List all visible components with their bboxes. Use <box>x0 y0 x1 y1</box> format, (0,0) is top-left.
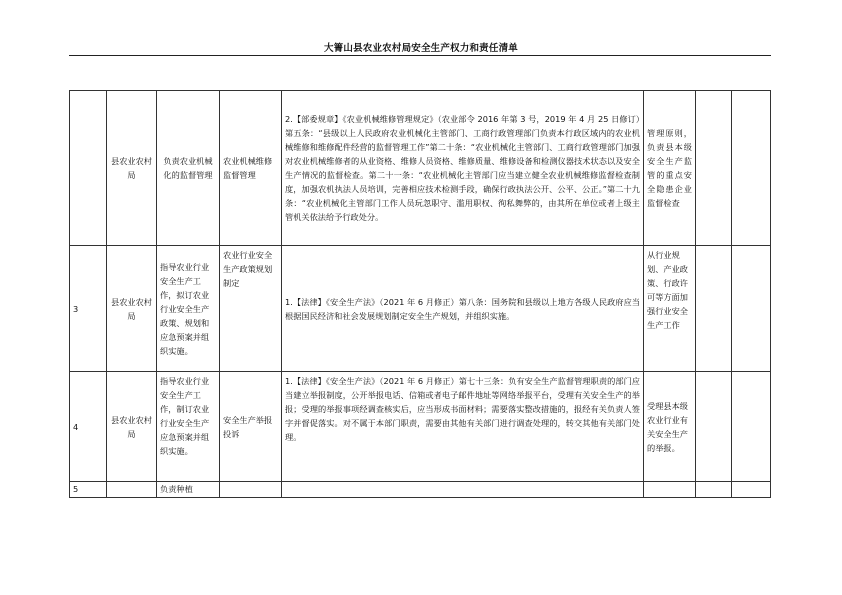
table-row <box>70 482 771 498</box>
row-index: 4 <box>70 372 107 482</box>
row-index: 3 <box>70 246 107 372</box>
row-scope: 受理县本级农业行业有关安全生产的举报。 <box>644 372 696 482</box>
row-empty-cell <box>732 246 771 372</box>
row-index: 5 <box>70 482 107 498</box>
table-row <box>70 372 771 482</box>
row-department <box>107 482 157 498</box>
row-scope <box>644 482 696 498</box>
row-duty: 指导农业行业安全生产工作，制订农业行业安全生产应急预案并组织实施。 <box>157 372 220 482</box>
row-department: 县农业农村局 <box>107 91 157 246</box>
row-basis: 1.【法律】《安全生产法》（2021 年 6 月修正）第八条：国务院和县级以上地方各级人民政府应当根据国民经济和社会发展规划制定安全生产规划，并组织实施。 <box>282 246 644 372</box>
row-scope: 从行业规划、产业政策、行政许可等方面加强行业安全生产工作 <box>644 246 696 372</box>
row-duty: 指导农业行业安全生产工作，拟订农业行业安全生产政策、规划和应急预案并组织实施。 <box>157 246 220 372</box>
header-rule <box>69 55 771 56</box>
row-item: 安全生产举报投诉 <box>220 372 282 482</box>
row-item <box>220 482 282 498</box>
row-department: 县农业农村局 <box>107 372 157 482</box>
table-row <box>70 246 771 372</box>
row-empty-cell <box>696 482 732 498</box>
row-basis <box>282 482 644 498</box>
table-row <box>70 91 771 246</box>
row-scope: 管理原则，负责县本级安全生产监管的重点安全隐患企业监督检查 <box>644 91 696 246</box>
row-item: 农业机械维修监督管理 <box>220 91 282 246</box>
row-empty-cell <box>696 91 732 246</box>
row-empty-cell <box>732 372 771 482</box>
row-department: 县农业农村局 <box>107 246 157 372</box>
row-basis: 2.【部委规章】《农业机械维修管理规定》（农业部令 2016 年第 3 号，2019 年 4 月 25 日修订）第五条：“县级以上人民政府农业机械化主管部门、工商行政管理部门负责本行政区域内的农业机械维修和维修配件经营的监督管理工作”第二十条：“农业机械化主管部门、工商行政管理部门加强对农业机械维修者的从业资格、维修人员资格、维修质量、维修设备和检测仪器技术状态以及安全生产情况的监督检查。第二十一条：“农业机械化主管部门应当建立健全农业机械维修监督检查制度，加强农机执法人员培训，完善相应技术检测手段，确保行政执法公开、公平、公正。”第二十九条：“农业机械化主管部门工作人员玩忽职守、滥用职权、徇私舞弊的，由其所在单位或者上级主管机关依法给予行政处分。 <box>282 91 644 246</box>
page-header-title: 大箐山县农业农村局安全生产权力和责任清单 <box>323 43 518 54</box>
responsibility-table <box>69 90 771 498</box>
row-empty-cell <box>732 482 771 498</box>
row-index <box>70 91 107 246</box>
row-empty-cell <box>696 246 732 372</box>
row-empty-cell <box>696 372 732 482</box>
row-duty: 负责种植 <box>157 482 220 498</box>
row-duty: 负责农业机械化的监督管理 <box>157 91 220 246</box>
row-empty-cell <box>732 91 771 246</box>
row-basis: 1.【法律】《安全生产法》（2021 年 6 月修正）第七十三条：负有安全生产监督管理职责的部门应当建立举报制度，公开举报电话、信箱或者电子邮件地址等网络举报平台，受理有关安全生产的举报；受理的举报事项经调查核实后，应当形成书面材料；需要落实整改措施的，报经有关负责人签字并督促落实。对不属于本部门职责，需要由其他有关部门进行调查处理的，转交其他有关部门处理。 <box>282 372 644 482</box>
row-item: 农业行业安全生产政策规划制定 <box>220 246 282 372</box>
